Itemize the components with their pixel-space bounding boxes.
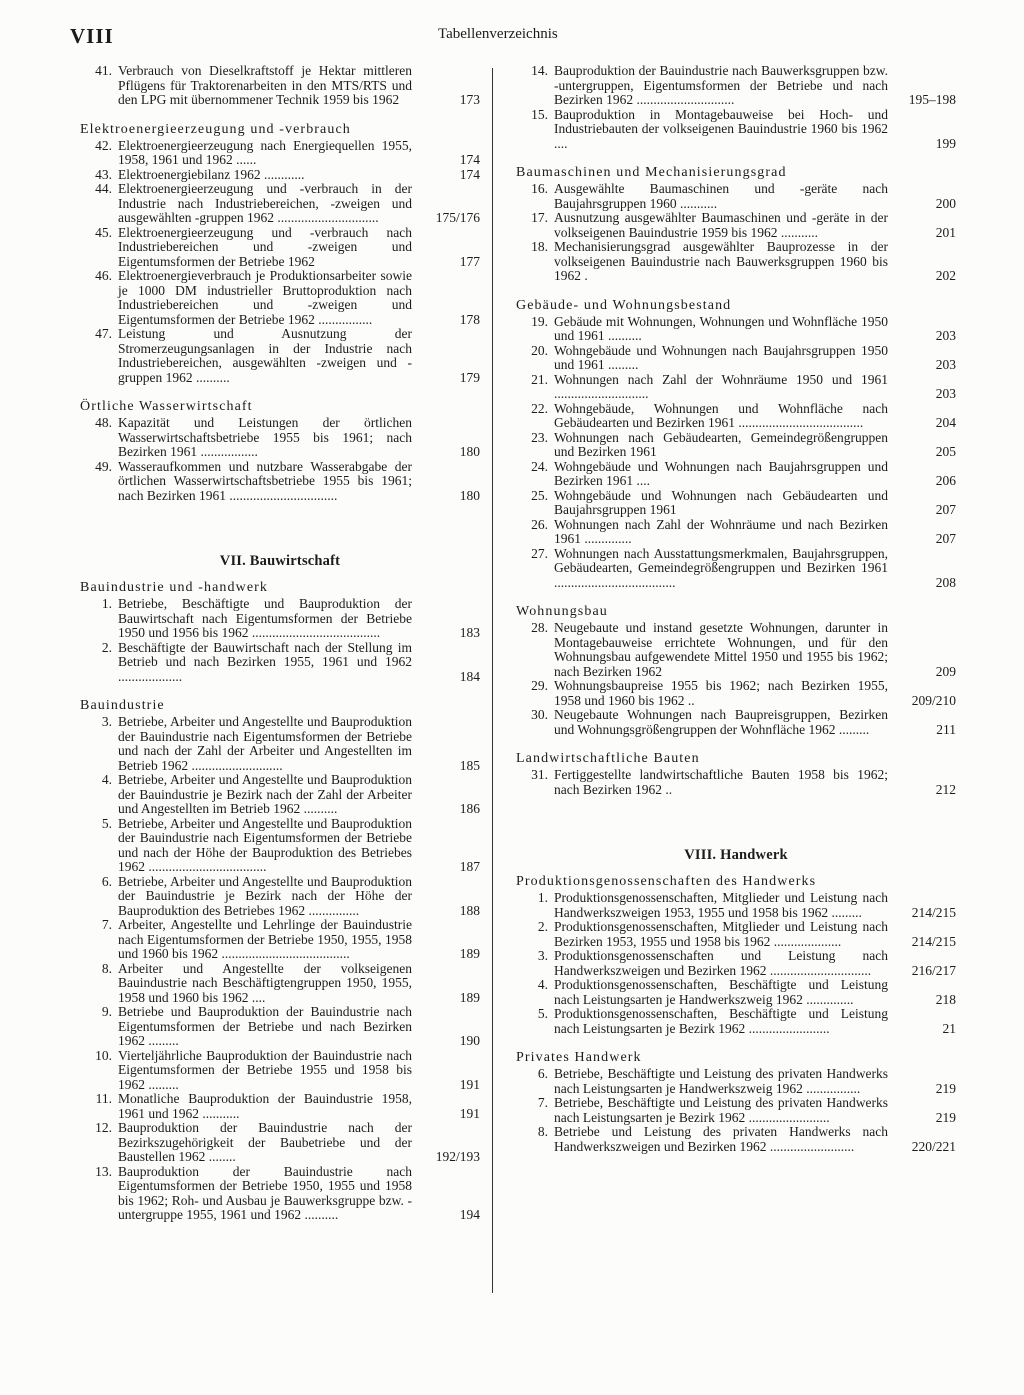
table-title: Betriebe, Beschäftigte und Leistung des privaten Handwerks nach Leistungsarten je Bezirk 1962 ........................ [554, 1095, 888, 1125]
page-reference: 190 [459, 1033, 480, 1048]
toc-entry[interactable] [516, 547, 956, 591]
page-reference: 216/217 [911, 962, 956, 978]
table-title: Monatliche Bauproduktion der Bauindustrie 1958, 1961 und 1962 ........... [118, 1091, 412, 1121]
subsection-heading: Örtliche Wasserwirtschaft [80, 399, 253, 414]
toc-entry[interactable] [516, 182, 956, 211]
table-number: 44. [95, 181, 112, 196]
table-title: Produktionsgenossenschaften, Beschäftigte und Leistung nach Leistungsarten je Handwerkszweig 1962 .............. [554, 977, 888, 1007]
table-number: 46. [95, 268, 112, 283]
table-number: 26. [531, 516, 548, 532]
toc-entry[interactable] [516, 211, 956, 240]
section-heading: VII. Bauwirtschaft [219, 553, 341, 569]
toc-entry[interactable] [516, 108, 956, 152]
page-reference: 174 [459, 166, 480, 182]
toc-entry[interactable] [516, 1125, 956, 1154]
table-title: Wohnungsbaupreise 1955 bis 1962; nach Bezirken 1955, 1958 und 1960 bis 1962 .. [554, 678, 888, 708]
table-title: Produktionsgenossenschaften, Mitglieder und Leistung nach Handwerkszweigen 1953, 1955 und 1958 bis 1962 ......... [554, 890, 888, 920]
page-reference: 191 [459, 1076, 480, 1092]
page-reference: 175/176 [435, 210, 480, 225]
table-title: Betriebe und Leistung des privaten Handwerks nach Handwerkszweigen und Bezirken 1962 ......................... [554, 1124, 888, 1154]
toc-entry[interactable] [516, 768, 956, 797]
toc-entry[interactable] [80, 1005, 480, 1049]
subsection-spacer [516, 1036, 956, 1042]
table-number: 14. [531, 63, 548, 78]
table-number: 24. [531, 458, 548, 474]
page-number: VIII [70, 24, 114, 48]
table-number: 12. [95, 1120, 112, 1135]
table-title: Fertiggestellte landwirtschaftliche Bauten 1958 bis 1962; nach Bezirken 1962 .. [554, 767, 888, 797]
table-number: 42. [95, 137, 112, 153]
table-number: 27. [531, 545, 548, 561]
toc-entry[interactable] [516, 708, 956, 737]
table-number: 23. [531, 429, 548, 445]
page-reference: 206 [935, 473, 956, 488]
toc-entry[interactable] [80, 817, 480, 875]
table-number: 17. [531, 210, 548, 225]
table-title: Bauproduktion der Bauindustrie nach Bauwerksgruppen bzw. -untergruppen, Eigentumsformen der Betriebe und nach Bezirken 1962 ............................. [554, 63, 888, 107]
table-number: 2. [101, 639, 112, 655]
table-title: Elektroenergiebilanz 1962 ............ [118, 166, 305, 182]
table-title: Produktionsgenossenschaften und Leistung nach Handwerkszweigen und Bezirken 1962 .............................. [554, 948, 888, 978]
toc-entry[interactable] [516, 1096, 956, 1125]
table-number: 47. [95, 326, 112, 341]
page-reference: 186 [459, 801, 480, 816]
toc-entry[interactable] [80, 327, 480, 385]
page-reference: 178 [459, 311, 480, 327]
table-number: 6. [101, 873, 112, 889]
running-title: Tabellenverzeichnis [438, 26, 558, 42]
toc-entry[interactable] [80, 1092, 480, 1121]
subsection-heading: Bauindustrie und -handwerk [80, 580, 269, 595]
table-title: Betriebe, Arbeiter und Angestellte und Bauproduktion der Bauindustrie nach Eigentumsformen der Betriebe und nach der Zahl der Arbeiter und Angestellten im Betrieb 1962 ........................... [118, 714, 412, 773]
page-reference: 219 [935, 1080, 956, 1096]
table-title: Elektroenergieerzeugung nach Energiequellen 1955, 1958, 1961 und 1962 ...... [118, 137, 412, 167]
table-number: 2. [537, 919, 548, 934]
table-number: 4. [101, 772, 112, 787]
table-title: Elektroenergieerzeugung und -verbrauch in der Industrie nach Industriebereichen, -zweigen und ausgewählten -gruppen 1962 .............................. [118, 181, 412, 225]
table-number: 19. [531, 313, 548, 329]
toc-entry[interactable] [516, 240, 956, 284]
subsection-spacer [80, 108, 480, 114]
table-number: 4. [537, 977, 548, 992]
page-reference: 211 [936, 721, 956, 737]
toc-entry[interactable] [80, 139, 480, 168]
subsection-spacer [516, 590, 956, 596]
table-number: 48. [95, 415, 112, 430]
subsection-heading: Wohnungsbau [516, 604, 608, 619]
page-reference: 201 [935, 224, 956, 240]
toc-entry[interactable] [80, 715, 480, 773]
table-number: 18. [531, 239, 548, 254]
toc-entry[interactable] [80, 64, 480, 108]
page-reference: 179 [459, 369, 480, 385]
subsection-heading: Elektroenergieerzeugung und -verbrauch [80, 121, 351, 137]
table-number: 29. [531, 678, 548, 693]
page-reference: 194 [459, 1207, 480, 1222]
subsection-heading: Gebäude- und Wohnungsbestand [516, 297, 732, 313]
toc-entry[interactable] [80, 416, 480, 460]
section-spacer [516, 797, 956, 827]
table-number: 41. [95, 63, 112, 78]
table-title: Arbeiter, Angestellte und Lehrlinge der Bauindustrie nach Eigentumsformen der Betriebe 1950, 1955, 1958 und 1960 bis 1962 ...................................... [118, 917, 412, 961]
table-title: Wohnungen nach Ausstattungsmerkmalen, Baujahrsgruppen, Gebäudearten, Gemeindegrößengruppen und Bezirken 1961 .................................... [554, 545, 888, 590]
table-number: 5. [537, 1006, 548, 1021]
toc-entry[interactable] [516, 978, 956, 1007]
table-number: 43. [95, 166, 112, 182]
toc-entry[interactable] [80, 773, 480, 817]
subsection-heading: Baumaschinen und Mechanisierungsgrad [516, 165, 787, 180]
table-number: 7. [537, 1095, 548, 1110]
page-reference: 220/221 [911, 1138, 956, 1154]
toc-entry[interactable] [516, 891, 956, 920]
toc-entry[interactable] [516, 460, 956, 489]
toc-entry[interactable] [80, 168, 480, 183]
table-number: 7. [101, 917, 112, 932]
subsection-spacer [516, 737, 956, 743]
toc-entry[interactable] [80, 269, 480, 327]
table-number: 3. [537, 948, 548, 963]
toc-entry[interactable] [516, 344, 956, 373]
subsection-heading: Landwirtschaftliche Bauten [516, 751, 700, 766]
table-title: Wasseraufkommen und nutzbare Wasserabgabe der örtlichen Wasserwirtschaftsbetriebe 1955 bis 1961; nach Bezirken 1961 ................................ [118, 458, 412, 503]
toc-entry[interactable] [80, 962, 480, 1006]
table-number: 22. [531, 400, 548, 416]
table-title: Bauproduktion der Bauindustrie nach der Bezirkszugehörigkeit der Baubetriebe und der Baustellen 1962 ........ [118, 1120, 412, 1164]
table-title: Produktionsgenossenschaften, Mitglieder und Leistung nach Bezirken 1953, 1955 und 1958 bis 1962 .................... [554, 919, 888, 949]
toc-entry[interactable] [516, 402, 956, 431]
table-number: 45. [95, 224, 112, 240]
subsection-heading: Privates Handwerk [516, 1050, 642, 1065]
page-reference: 207 [935, 531, 956, 546]
subsection-spacer [80, 385, 480, 391]
toc-entry[interactable] [80, 1165, 480, 1223]
page-reference: 184 [459, 668, 480, 684]
page-reference: 200 [935, 195, 956, 211]
table-title: Mechanisierungsgrad ausgewählter Bauprozesse in der volkseigenen Bauindustrie nach Bauwerksgruppen 1960 bis 1962 . [554, 239, 888, 283]
table-number: 9. [101, 1004, 112, 1019]
toc-entry[interactable] [516, 489, 956, 518]
page-reference: 203 [935, 386, 956, 401]
page-reference: 173 [459, 92, 480, 107]
toc-entry[interactable] [516, 1067, 956, 1096]
subsection-heading: Bauindustrie [80, 698, 165, 713]
section-heading: VIII. Handwerk [684, 847, 788, 863]
table-title: Betriebe, Beschäftigte und Bauproduktion der Bauwirtschaft nach Eigentumsformen der Betriebe 1950 und 1956 bis 1962 ...................................... [118, 596, 412, 640]
left-column [80, 64, 480, 1223]
toc-entry[interactable] [80, 641, 480, 685]
column-divider [492, 68, 493, 1293]
toc-entry[interactable] [516, 64, 956, 108]
table-number: 3. [101, 714, 112, 729]
table-number: 25. [531, 487, 548, 503]
table-title: Elektroenergieerzeugung und -verbrauch nach Industriebereichen und -zweigen und Eigentumsformen der Betriebe 1962 [118, 224, 412, 269]
page-reference: 177 [459, 253, 480, 269]
table-title: Ausgewählte Baumaschinen und -geräte nach Baujahrsgruppen 1960 ........... [554, 181, 888, 211]
toc-entry[interactable] [80, 918, 480, 962]
table-title: Vierteljährliche Bauproduktion der Bauindustrie nach Eigentumsformen der Betriebe 1955 und 1958 bis 1962 ......... [118, 1047, 412, 1092]
table-number: 1. [101, 596, 112, 611]
table-number: 15. [531, 106, 548, 122]
toc-entry[interactable] [80, 226, 480, 270]
right-column [516, 64, 956, 1154]
table-title: Gebäude mit Wohnungen, Wohnungen und Wohnfläche 1950 und 1961 .......... [554, 313, 888, 343]
page-reference: 183 [459, 625, 480, 640]
toc-entry[interactable] [516, 373, 956, 402]
table-title: Wohnungen nach Zahl der Wohnräume 1950 und 1961 ............................ [554, 371, 888, 401]
toc-entry[interactable] [516, 431, 956, 460]
page-reference: 174 [459, 152, 480, 167]
page-reference: 203 [935, 357, 956, 372]
table-title: Produktionsgenossenschaften, Beschäftigte und Leistung nach Leistungsarten je Bezirk 1962 ........................ [554, 1006, 888, 1036]
table-title: Betriebe und Bauproduktion der Bauindustrie nach Eigentumsformen der Betriebe und nach Bezirken 1962 ......... [118, 1004, 412, 1048]
table-title: Wohngebäude und Wohnungen nach Gebäudearten und Baujahrsgruppen 1961 [554, 487, 888, 517]
toc-entry[interactable] [80, 460, 480, 504]
page-reference: 189 [459, 946, 480, 961]
table-title: Neugebaute Wohnungen nach Baupreisgruppen, Bezirken und Wohnungsgrößengruppen der Wohnfläche 1962 ......... [554, 707, 888, 737]
table-title: Arbeiter und Angestellte der volkseigenen Bauindustrie nach Beschäftigtengruppen 1950, 1955, 1958 und 1960 bis 1962 .... [118, 960, 412, 1005]
page-reference: 188 [459, 902, 480, 918]
subsection-spacer [80, 684, 480, 690]
toc-entry[interactable] [80, 875, 480, 919]
page-reference: 185 [459, 757, 480, 773]
page-reference: 218 [935, 991, 956, 1007]
table-number: 13. [95, 1163, 112, 1179]
table-number: 16. [531, 181, 548, 196]
page-reference: 219 [935, 1109, 956, 1125]
toc-entry[interactable] [516, 1007, 956, 1036]
page-reference: 209 [935, 663, 956, 679]
subsection-spacer [516, 284, 956, 290]
page-reference: 212 [935, 781, 956, 797]
page-reference: 202 [935, 268, 956, 283]
page-reference: 208 [935, 574, 956, 590]
page-reference: 199 [935, 135, 956, 151]
table-number: 31. [531, 767, 548, 782]
toc-entry[interactable] [80, 1121, 480, 1165]
table-title: Neugebaute und instand gesetzte Wohnungen, darunter in Montagebauweise errichtete Wohnungen, und für den Wohnungsbau aufgewendete Mittel 1950 und 1955 bis 1962; nach Bezirken 1962 [554, 620, 888, 679]
table-number: 8. [537, 1124, 548, 1139]
page-reference: 187 [459, 859, 480, 874]
page-header [70, 24, 1010, 50]
page-reference: 214/215 [911, 904, 956, 920]
page-reference: 205 [935, 444, 956, 459]
table-number: 30. [531, 707, 548, 722]
toc-entry[interactable] [516, 518, 956, 547]
table-number: 21. [531, 371, 548, 387]
toc-entry[interactable] [80, 182, 480, 226]
table-number: 5. [101, 815, 112, 831]
toc-entry[interactable] [516, 621, 956, 679]
page-reference: 180 [459, 444, 480, 459]
table-number: 49. [95, 458, 112, 474]
table-title: Leistung und Ausnutzung der Stromerzeugungsanlagen in der Industrie nach Industriebereichen, ausgewählten -zweigen und -gruppen 1962 .......... [118, 326, 412, 385]
toc-entry[interactable] [516, 949, 956, 978]
table-title: Wohngebäude und Wohnungen nach Baujahrsgruppen 1950 und 1961 ......... [554, 342, 888, 372]
page-reference: 191 [459, 1105, 480, 1121]
table-number: 6. [537, 1066, 548, 1081]
page-reference: 204 [935, 415, 956, 430]
page-reference: 180 [459, 487, 480, 503]
page-reference: 192/193 [435, 1149, 480, 1164]
table-title: Elektroenergieverbrauch je Produktionsarbeiter sowie je 1000 DM industrieller Bruttoproduktion nach Industriebereichen und -zweigen und Eigentumsformen der Betriebe 1962 ................ [118, 268, 412, 327]
table-number: 8. [101, 960, 112, 976]
table-title: Wohngebäude und Wohnungen nach Baujahrsgruppen und Bezirken 1961 .... [554, 458, 888, 488]
table-number: 28. [531, 620, 548, 635]
toc-entry[interactable] [516, 315, 956, 344]
table-title: Verbrauch von Dieselkraftstoff je Hektar mittleren Pflügens für Traktorenarbeiten in den MTS/RTS und den LPG mit übernommener Technik 1959 bis 1962 [118, 63, 412, 107]
table-title: Beschäftigte der Bauwirtschaft nach der Stellung im Betrieb und nach Bezirken 1955, 1961 und 1962 ................... [118, 639, 412, 684]
table-title: Betriebe, Arbeiter und Angestellte und Bauproduktion der Bauindustrie nach Eigentumsformen der Betriebe und nach der Höhe der Bauproduktion des Betriebes 1962 ................................... [118, 815, 412, 874]
page-reference: 189 [459, 989, 480, 1005]
table-title: Betriebe, Arbeiter und Angestellte und Bauproduktion der Bauindustrie je Bezirk nach der Höhe der Bauproduktion des Betriebes 1962 ............... [118, 873, 412, 918]
section-spacer [80, 503, 480, 533]
toc-entry[interactable] [516, 679, 956, 708]
page-reference: 207 [935, 502, 956, 517]
table-title: Wohngebäude, Wohnungen und Wohnfläche nach Gebäudearten und Bezirken 1961 ..................................... [554, 400, 888, 430]
page-reference: 209/210 [911, 692, 956, 708]
table-title: Wohnungen nach Zahl der Wohnräume und nach Bezirken 1961 .............. [554, 516, 888, 546]
table-number: 20. [531, 342, 548, 358]
table-number: 10. [95, 1047, 112, 1063]
page-reference: 21 [942, 1020, 956, 1036]
page-reference: 195–198 [908, 92, 956, 107]
table-number: 11. [95, 1091, 112, 1106]
table-title: Ausnutzung ausgewählter Baumaschinen und -geräte in der volkseigenen Bauindustrie 1959 bis 1962 ........... [554, 210, 888, 240]
table-title: Bauproduktion in Montagebauweise bei Hoch- und Industriebauten der volkseigenen Bauindustrie 1960 bis 1962 .... [554, 106, 888, 151]
table-title: Betriebe, Beschäftigte und Leistung des privaten Handwerks nach Leistungsarten je Handwerkszweig 1962 ................ [554, 1066, 888, 1096]
subsection-heading: Produktionsgenossenschaften des Handwerks [516, 874, 817, 889]
page-reference: 203 [935, 328, 956, 343]
page-reference: 214/215 [911, 933, 956, 949]
toc-entry[interactable] [516, 920, 956, 949]
table-title: Bauproduktion der Bauindustrie nach Eigentumsformen der Betriebe 1950, 1955 und 1958 bis 1962; Roh- und Ausbau je Bauwerksgruppe bzw. -untergruppe 1955, 1961 und 1962 .......... [118, 1163, 412, 1222]
table-number: 1. [537, 890, 548, 905]
toc-entry[interactable] [80, 1049, 480, 1093]
table-title: Betriebe, Arbeiter und Angestellte und Bauproduktion der Bauindustrie je Bezirk nach der Zahl der Arbeiter und Angestellten im Betrieb 1962 .......... [118, 772, 412, 816]
table-title: Kapazität und Leistungen der örtlichen Wasserwirtschaftsbetriebe 1955 bis 1961; nach Bezirken 1961 ................. [118, 415, 412, 459]
table-title: Wohnungen nach Gebäudearten, Gemeindegrößengruppen und Bezirken 1961 [554, 429, 888, 459]
toc-entry[interactable] [80, 597, 480, 641]
subsection-spacer [516, 151, 956, 157]
